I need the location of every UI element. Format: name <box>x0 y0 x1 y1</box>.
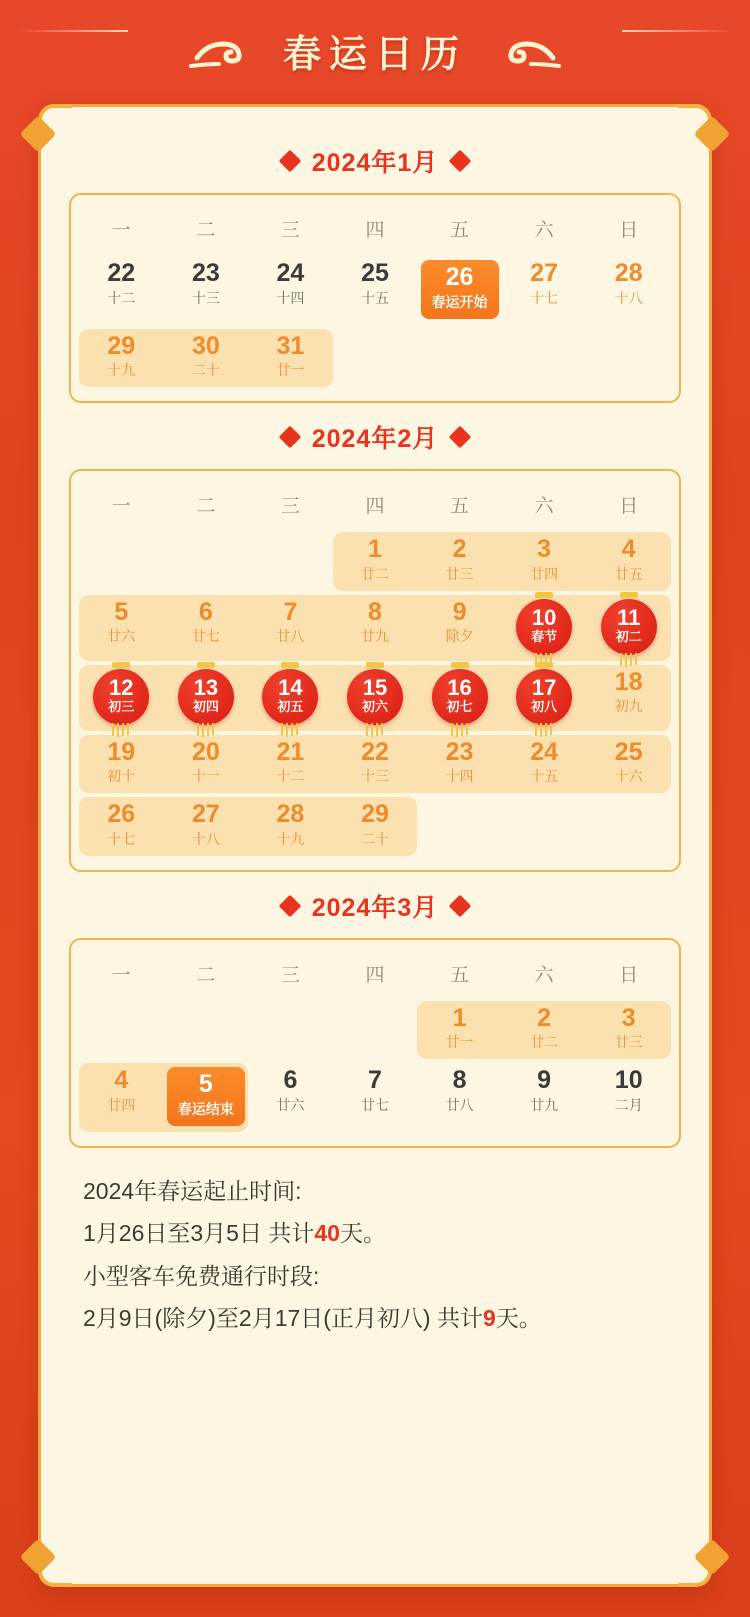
day-label: 十九 <box>276 830 305 847</box>
month-calendar <box>69 938 681 1148</box>
diamond-icon <box>449 426 472 449</box>
holiday-lantern[interactable] <box>347 669 403 725</box>
day-label: 十五 <box>360 289 389 306</box>
day-label: 廿六 <box>276 1096 305 1113</box>
day-number: 7 <box>283 597 298 626</box>
month-block <box>69 143 681 403</box>
month-title <box>69 419 681 455</box>
day-number: 13 <box>193 675 219 701</box>
weekday-label: 二 <box>196 496 216 517</box>
holiday-lantern[interactable] <box>516 669 572 725</box>
day-label: 初十 <box>107 768 136 784</box>
day-cell[interactable] <box>164 254 249 327</box>
day-cell[interactable] <box>79 593 164 663</box>
day-number: 6 <box>283 1066 298 1094</box>
lantern-cap-icon <box>197 662 215 668</box>
weekday-label: 六 <box>534 964 554 986</box>
day-cell[interactable] <box>164 663 249 733</box>
day-number: 4 <box>621 535 636 563</box>
day-cell-empty <box>333 327 418 390</box>
lantern-cap-icon <box>535 592 553 598</box>
day-number: 20 <box>191 737 220 766</box>
day-cell-empty <box>79 999 164 1062</box>
day-number: 26 <box>107 800 136 828</box>
day-number: 3 <box>621 1003 636 1032</box>
day-number: 15 <box>362 675 388 701</box>
day-label: 十四 <box>276 289 305 306</box>
day-cell[interactable] <box>79 795 164 858</box>
month-title <box>69 143 681 179</box>
day-label: 初二 <box>615 629 642 645</box>
holiday-lantern[interactable] <box>432 669 488 725</box>
day-cell[interactable] <box>79 733 164 796</box>
day-cell[interactable] <box>586 530 671 593</box>
day-cell[interactable] <box>586 254 671 327</box>
day-label: 廿二 <box>530 1034 559 1050</box>
day-label: 十三 <box>360 768 389 784</box>
day-label: 初三 <box>108 699 135 715</box>
week-row <box>79 733 671 796</box>
holiday-lantern[interactable] <box>93 669 149 725</box>
day-label: 廿九 <box>530 1096 559 1113</box>
note-line-4 <box>83 1297 667 1340</box>
months-container <box>69 143 681 1148</box>
day-number: 8 <box>452 1066 467 1094</box>
day-label: 十二 <box>276 768 305 784</box>
weekday-label: 日 <box>619 496 639 517</box>
diamond-icon <box>278 150 301 173</box>
weekday-header <box>79 481 671 530</box>
day-label: 廿七 <box>360 1096 389 1113</box>
day-number: 23 <box>191 259 220 287</box>
weekday-label: 五 <box>450 220 470 241</box>
weekday-label: 四 <box>365 220 385 241</box>
week-row <box>79 254 671 327</box>
day-number: 26 <box>445 263 474 291</box>
lantern-cap-icon <box>451 662 469 668</box>
weekday-label: 五 <box>450 496 470 517</box>
day-number: 17 <box>531 675 557 701</box>
lantern-tassel-icon <box>533 723 555 737</box>
week-row <box>79 795 671 858</box>
day-number: 28 <box>276 800 305 828</box>
day-cell[interactable] <box>502 593 587 663</box>
day-number: 29 <box>107 331 136 360</box>
day-number: 22 <box>361 737 389 766</box>
day-cell[interactable] <box>164 733 249 796</box>
day-cell[interactable] <box>417 254 502 327</box>
day-cell[interactable] <box>333 795 418 858</box>
lantern-tassel-icon <box>618 653 640 667</box>
day-cell[interactable] <box>248 663 333 733</box>
day-number: 5 <box>114 597 129 626</box>
day-cell[interactable] <box>417 1061 502 1134</box>
header-rule-left <box>18 30 128 32</box>
day-label: 廿二 <box>360 565 389 582</box>
day-cell[interactable] <box>333 663 418 733</box>
lantern-tassel-icon <box>195 723 217 737</box>
holiday-lantern[interactable] <box>516 599 572 655</box>
lantern-tassel-icon <box>279 723 301 737</box>
day-cell[interactable] <box>248 593 333 663</box>
day-cell[interactable] <box>333 530 418 593</box>
day-cell[interactable] <box>502 530 587 593</box>
day-label: 十八 <box>614 289 643 306</box>
day-label: 廿一 <box>445 1034 474 1050</box>
day-number: 4 <box>114 1066 129 1094</box>
day-cell-empty <box>164 999 249 1062</box>
day-label: 廿三 <box>614 1034 643 1050</box>
week-row <box>79 530 671 593</box>
day-number: 28 <box>614 259 643 287</box>
day-label: 廿七 <box>191 628 220 644</box>
day-label: 十三 <box>191 289 220 306</box>
day-cell-empty <box>586 795 671 858</box>
lantern-cap-icon <box>281 662 299 668</box>
day-cell[interactable] <box>248 254 333 327</box>
week-row <box>79 327 671 390</box>
day-label: 初七 <box>446 699 473 715</box>
day-cell[interactable] <box>248 795 333 858</box>
day-label: 二月 <box>614 1096 643 1113</box>
month-title-label: 2024年3月 <box>311 893 439 922</box>
cloud-swirl-icon <box>187 28 273 72</box>
week-row <box>79 593 671 663</box>
day-label: 初五 <box>277 699 304 715</box>
day-label: 十四 <box>445 768 474 784</box>
weekday-label: 日 <box>619 964 639 986</box>
day-number: 16 <box>447 675 472 701</box>
note-line-3: 小型客车免费通行时段: <box>83 1262 320 1289</box>
day-label: 十二 <box>107 289 136 306</box>
day-label: 初六 <box>361 699 388 715</box>
day-number: 5 <box>198 1070 213 1098</box>
lantern-tassel-icon <box>110 723 132 737</box>
day-number: 7 <box>368 1066 382 1094</box>
weekday-label: 三 <box>280 220 300 241</box>
day-cell[interactable] <box>248 733 333 796</box>
day-label: 春节 <box>531 629 558 645</box>
day-label: 廿三 <box>445 565 474 582</box>
weekday-label: 一 <box>111 496 131 517</box>
day-label: 廿四 <box>107 1096 136 1113</box>
day-label: 廿五 <box>614 565 643 582</box>
weekday-label: 二 <box>196 964 216 986</box>
day-cell-empty <box>79 530 164 593</box>
month-title-label: 2024年1月 <box>311 149 439 177</box>
range-marker-chip[interactable] <box>167 1067 245 1126</box>
weekday-label: 一 <box>111 220 131 241</box>
day-cell[interactable] <box>417 530 502 593</box>
day-label: 廿八 <box>445 1096 474 1113</box>
week-row <box>79 1061 671 1134</box>
weekday-label: 一 <box>111 964 131 986</box>
day-label: 初九 <box>614 698 643 714</box>
page-header <box>0 0 750 100</box>
day-label: 春运结束 <box>177 1100 234 1117</box>
day-cell[interactable] <box>248 327 333 390</box>
weekday-label: 三 <box>280 496 300 517</box>
day-label: 春运开始 <box>431 293 488 310</box>
weekday-label: 日 <box>619 220 639 241</box>
day-number: 31 <box>276 331 305 360</box>
day-cell[interactable] <box>417 593 502 663</box>
calendar-card <box>38 104 712 1587</box>
day-cell[interactable] <box>164 795 249 858</box>
day-label: 十七 <box>530 289 559 306</box>
day-number: 1 <box>452 1003 467 1032</box>
diamond-icon <box>449 150 472 173</box>
day-cell[interactable] <box>79 254 164 327</box>
day-cell[interactable] <box>333 254 418 327</box>
day-number: 25 <box>361 259 389 287</box>
month-title-label: 2024年2月 <box>311 425 439 453</box>
cloud-swirl-icon-2 <box>477 28 563 72</box>
day-cell[interactable] <box>333 733 418 796</box>
lantern-cap-icon <box>112 662 130 668</box>
day-cell[interactable] <box>333 1061 418 1134</box>
summary-note <box>69 1148 681 1340</box>
day-number: 3 <box>537 535 552 563</box>
weekday-header <box>79 950 671 999</box>
day-cell[interactable] <box>79 327 164 390</box>
holiday-lantern[interactable] <box>178 669 234 725</box>
day-label: 廿四 <box>530 565 559 582</box>
day-cell-empty <box>164 530 249 593</box>
month-title <box>69 888 681 924</box>
day-cell[interactable] <box>417 663 502 733</box>
day-label: 十五 <box>530 768 559 784</box>
day-number: 6 <box>198 597 213 626</box>
day-number: 30 <box>191 331 220 360</box>
day-number: 23 <box>445 737 474 766</box>
day-cell[interactable] <box>248 1061 333 1134</box>
day-cell[interactable] <box>502 1061 587 1134</box>
day-number: 18 <box>614 667 643 696</box>
day-cell[interactable] <box>164 1061 249 1134</box>
day-label: 十七 <box>107 830 136 847</box>
day-cell-empty <box>586 327 671 390</box>
diamond-icon <box>449 894 472 917</box>
day-cell[interactable] <box>502 733 587 796</box>
day-cell-empty <box>333 999 418 1062</box>
day-number: 10 <box>531 605 557 631</box>
day-cell[interactable] <box>417 733 502 796</box>
day-number: 29 <box>361 800 389 828</box>
day-number: 25 <box>614 737 643 766</box>
note-total-days: 40 <box>314 1220 340 1247</box>
day-cell[interactable] <box>333 593 418 663</box>
note-line-2-suffix: 天。 <box>339 1220 386 1247</box>
note-line-1: 2024年春运起止时间: <box>83 1177 302 1204</box>
weekday-label: 四 <box>365 496 385 517</box>
diamond-icon <box>278 426 301 449</box>
month-block <box>69 888 681 1148</box>
day-cell[interactable] <box>586 593 671 663</box>
day-cell[interactable] <box>586 999 671 1062</box>
note-free-days: 9 <box>482 1305 496 1332</box>
month-calendar <box>69 193 681 403</box>
header-rule-right <box>622 30 732 32</box>
holiday-lantern[interactable] <box>262 669 318 725</box>
day-number: 14 <box>278 675 303 701</box>
day-cell[interactable] <box>79 1061 164 1134</box>
day-label: 廿九 <box>360 628 389 644</box>
page-title: 春运日历 <box>282 33 467 76</box>
range-marker-chip[interactable] <box>421 260 499 319</box>
note-line-2 <box>83 1212 667 1255</box>
day-label: 初八 <box>531 699 558 715</box>
lantern-cap-icon <box>366 662 384 668</box>
day-label: 二十 <box>191 362 220 378</box>
day-cell[interactable] <box>417 999 502 1062</box>
day-cell-empty <box>248 999 333 1062</box>
day-number: 27 <box>530 259 559 287</box>
day-cell-empty <box>417 795 502 858</box>
lantern-cap-icon <box>620 592 638 598</box>
day-cell[interactable] <box>502 999 587 1062</box>
day-label: 十九 <box>107 362 136 378</box>
holiday-lantern[interactable] <box>601 599 657 655</box>
day-cell[interactable] <box>586 663 671 733</box>
day-cell[interactable] <box>502 663 587 733</box>
day-cell[interactable] <box>164 593 249 663</box>
day-number: 2 <box>452 535 467 563</box>
day-label: 十八 <box>191 830 220 847</box>
day-number: 19 <box>107 737 136 766</box>
day-number: 9 <box>537 1066 552 1094</box>
weekday-label: 六 <box>534 496 554 517</box>
weekday-label: 六 <box>534 220 554 241</box>
day-label: 除夕 <box>445 628 474 644</box>
day-label: 十一 <box>191 768 220 784</box>
weekday-header <box>79 205 671 254</box>
day-number: 1 <box>368 535 382 563</box>
day-number: 24 <box>530 737 559 766</box>
week-row <box>79 663 671 733</box>
weekday-label: 二 <box>196 220 216 241</box>
day-number: 10 <box>614 1066 643 1094</box>
day-label: 廿八 <box>276 628 305 644</box>
lantern-tassel-icon <box>364 723 386 737</box>
day-number: 9 <box>452 597 467 626</box>
note-line-2-prefix: 1月26日至3月5日 共计 <box>83 1220 315 1247</box>
month-block <box>69 419 681 872</box>
lantern-cap-icon <box>535 662 553 668</box>
day-number: 24 <box>276 259 305 287</box>
weekday-label: 四 <box>365 964 385 986</box>
note-line-4-prefix: 2月9日(除夕)至2月17日(正月初八) 共计 <box>83 1305 483 1332</box>
day-number: 12 <box>109 675 134 701</box>
day-cell-empty <box>502 327 587 390</box>
day-number: 11 <box>617 605 641 631</box>
day-cell-empty <box>248 530 333 593</box>
lantern-tassel-icon <box>449 723 471 737</box>
day-label: 初四 <box>192 699 219 715</box>
day-label: 二十 <box>360 830 389 847</box>
day-label: 廿一 <box>276 362 305 378</box>
note-line-4-suffix: 天。 <box>495 1305 542 1332</box>
weekday-label: 三 <box>280 964 300 986</box>
weekday-label: 五 <box>450 964 470 986</box>
day-number: 8 <box>368 597 382 626</box>
day-cell[interactable] <box>79 663 164 733</box>
day-number: 2 <box>537 1003 552 1032</box>
day-label: 廿六 <box>107 628 136 644</box>
month-calendar <box>69 469 681 872</box>
diamond-icon <box>278 894 301 917</box>
day-cell-empty <box>417 327 502 390</box>
day-number: 22 <box>107 259 136 287</box>
day-cell[interactable] <box>164 327 249 390</box>
day-number: 27 <box>191 800 220 828</box>
week-row <box>79 999 671 1062</box>
day-number: 21 <box>276 737 305 766</box>
day-cell[interactable] <box>586 1061 671 1134</box>
day-label: 十六 <box>614 768 643 784</box>
day-cell[interactable] <box>502 254 587 327</box>
day-cell[interactable] <box>586 733 671 796</box>
day-cell-empty <box>502 795 587 858</box>
